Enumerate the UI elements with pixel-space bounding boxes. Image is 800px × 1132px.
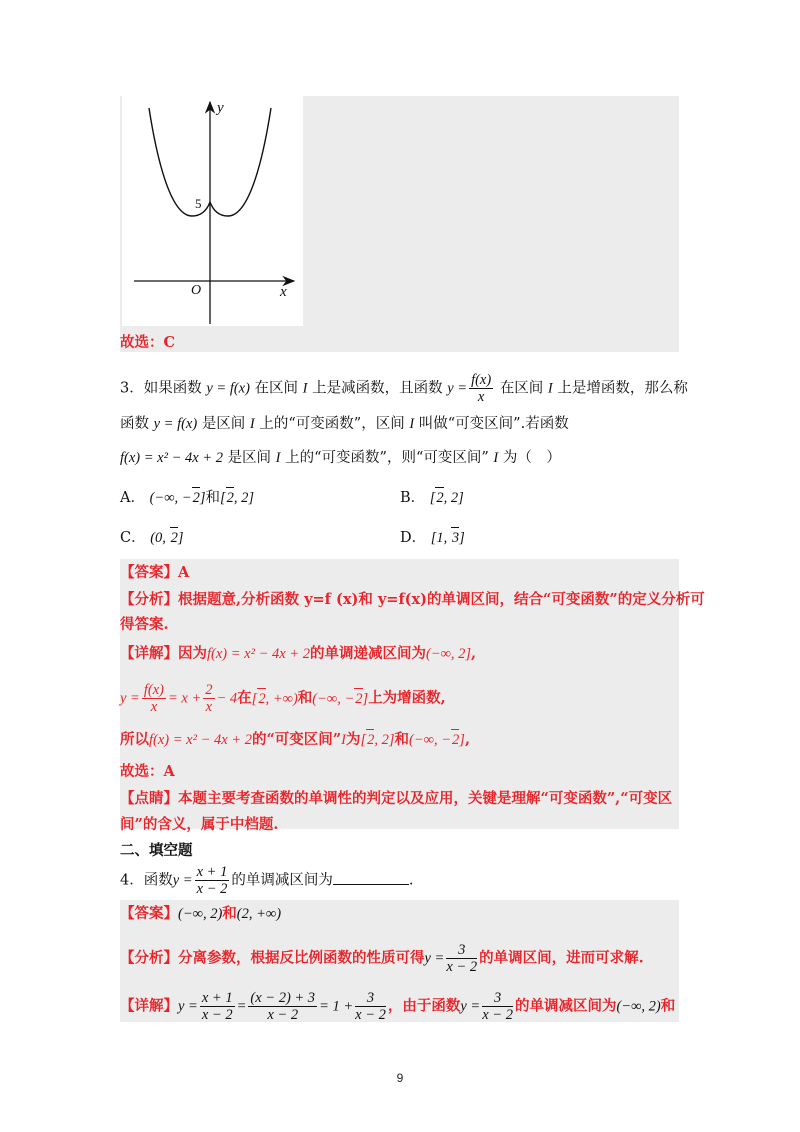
math: y =: [172, 872, 193, 889]
option-text: 和: [205, 490, 220, 506]
q3-text: 函数: [120, 416, 149, 432]
option-label: B．: [400, 490, 426, 506]
detail-text: 上为增函数,: [368, 689, 446, 707]
fraction: $\frac{2}{x}$: [205, 682, 213, 715]
answer-blank[interactable]: [333, 870, 409, 885]
math: [1, 3]: [431, 530, 465, 546]
page-number: 9: [396, 1071, 404, 1085]
detail-text: 的单调递减区间为: [309, 645, 426, 662]
fraction: $\frac{3}{x - 2}$: [355, 990, 386, 1023]
detail-text: 和: [297, 689, 313, 707]
math: f(x) = x² − 4x + 2: [120, 450, 223, 466]
q3-analysis-1: 【分析】根据题意,分析函数 y=f (x)和 y=f(x)的单调区间，结合“可变函数”的定义分析可: [120, 591, 705, 608]
math: (−∞, 2]: [425, 646, 472, 662]
q3-final: 故选：A: [120, 763, 175, 780]
q3-line-1: [120, 372, 688, 405]
option-label: A．: [120, 490, 145, 506]
detail-text: ，由于函数: [387, 997, 461, 1015]
math: (2, +∞): [236, 906, 282, 922]
q4-text: .: [408, 872, 414, 889]
math: y =: [424, 950, 445, 967]
q4-answer: [120, 904, 281, 924]
math: I: [493, 450, 499, 466]
q3-text: 上是减函数，且函数: [312, 380, 443, 397]
q3-line-3: [120, 448, 561, 468]
q3-detail-3: 所以f(x) = x² − 4x + 2的“可变区间”I为[2, 2]和(−∞, −2],: [120, 731, 471, 748]
math: f(x) = x² − 4x + 2: [149, 732, 252, 748]
option-label: C．: [120, 530, 146, 546]
math: y = f(x): [153, 416, 198, 432]
detail-text: 所以: [120, 731, 149, 748]
q3-text: 上的“可变函数”，则“可变区间”: [285, 450, 489, 466]
q3-line-2: [120, 414, 569, 434]
q3-text: 在区间: [499, 380, 544, 397]
function-graph: [122, 96, 303, 326]
q3-text: 3．如果函数: [120, 380, 202, 397]
q3-text: 叫做“可变区间”.若函数: [418, 416, 569, 432]
q4-analysis: [120, 942, 644, 975]
option-c[interactable]: [120, 527, 183, 548]
q3-text: 上的“可变函数”，区间: [259, 416, 405, 432]
detail-text: 为: [345, 731, 361, 748]
math: I: [547, 380, 553, 397]
math: [2, 2]: [430, 490, 464, 506]
analysis-text: 【分析】分离参数，根据反比例函数的性质可得: [120, 949, 425, 967]
math: y = f(x): [206, 380, 250, 397]
q3-text: 为（ ）: [502, 450, 561, 466]
graph-svg: [122, 96, 303, 326]
math: (−∞, −2]: [150, 490, 206, 506]
graph-x-label: x: [280, 284, 287, 300]
math: y =: [120, 690, 140, 707]
math: y =: [447, 380, 468, 397]
q3-detail-2: [120, 682, 446, 715]
graph-y-label: y: [217, 100, 224, 116]
fraction: $\frac{f(x)}{x}$: [143, 682, 164, 715]
option-a[interactable]: [120, 487, 254, 508]
detail-text: 的“可变区间”: [251, 731, 342, 748]
math: (−∞, −2]: [409, 732, 465, 748]
answer-text: 和: [222, 905, 237, 922]
detail-text: 和: [660, 997, 676, 1015]
math: = 1 +: [319, 998, 354, 1015]
q3-answer: 【答案】A: [120, 564, 190, 581]
q3-text: 是区间: [201, 416, 246, 432]
detail-text: 【详解】: [120, 997, 178, 1015]
math: I: [409, 416, 415, 432]
q3-detail-1: 【详解】因为f(x) = x² − 4x + 2的单调递减区间为(−∞, 2],: [120, 645, 477, 662]
analysis-text: 的单调区间，进而可求解.: [479, 949, 644, 967]
q3-text: 是区间: [227, 450, 272, 466]
math: [2, 2]: [360, 732, 394, 748]
math: (0, 2]: [150, 530, 183, 546]
math: (−∞, 2): [178, 906, 223, 922]
math: y =: [460, 998, 481, 1015]
q3-text: 上是增函数，那么称: [557, 380, 688, 397]
q3-text: 在区间: [254, 380, 299, 397]
math: [2, 2]: [220, 490, 254, 506]
math: (−∞, 2): [616, 998, 661, 1015]
math: y =: [178, 998, 198, 1015]
q4-text: 4．函数: [120, 872, 173, 889]
right-curve: [210, 108, 271, 216]
fraction: $\frac{x + 1}{x - 2}$: [196, 864, 228, 897]
math: I: [249, 416, 255, 432]
q3-analysis-2: 得答案.: [120, 616, 169, 633]
q3-comment-1: 【点睛】本题主要考查函数的单调性的判定以及应用，关键是理解“可变函数”,“可变区: [120, 790, 673, 807]
graph-origin-label: O: [191, 283, 202, 298]
detail-text: 的单调减区间为: [514, 997, 617, 1015]
fraction: $\frac{x + 1}{x - 2}$: [201, 990, 233, 1023]
option-label: D．: [400, 530, 427, 546]
fraction: $\frac{f(x)}{x}$: [471, 372, 492, 405]
fraction: $\frac{3}{x - 2}$: [446, 942, 478, 975]
math: I: [275, 450, 281, 466]
math: − 4: [216, 690, 238, 707]
math: =: [236, 998, 247, 1015]
q3-comment-2: 间”的含义，属于中档题.: [120, 816, 279, 833]
detail-text: 【详解】因为: [120, 645, 207, 662]
option-b[interactable]: [400, 487, 464, 508]
math: = x +: [167, 690, 202, 707]
option-d[interactable]: [400, 527, 465, 548]
math: f(x) = x² − 4x + 2: [207, 646, 310, 662]
math: I: [341, 732, 346, 748]
math: [2, +∞): [252, 691, 298, 707]
fraction: $\frac{(x - 2) + 3}{x - 2}$: [250, 990, 316, 1023]
answer-label: 【答案】: [120, 905, 178, 922]
section-title: 二、填空题: [120, 842, 193, 859]
q4-statement: [120, 864, 413, 897]
detail-text: 和: [394, 731, 410, 748]
q4-text: 的单调减区间为: [231, 872, 333, 889]
graph-value-label: 5: [195, 196, 202, 211]
q4-detail: [120, 990, 675, 1023]
math: (−∞, −2]: [312, 691, 368, 707]
math: I: [302, 380, 308, 397]
fraction: $\frac{3}{x - 2}$: [482, 990, 513, 1023]
q2-answer-line: 故选：C: [120, 334, 176, 351]
detail-text: 在: [237, 689, 252, 707]
